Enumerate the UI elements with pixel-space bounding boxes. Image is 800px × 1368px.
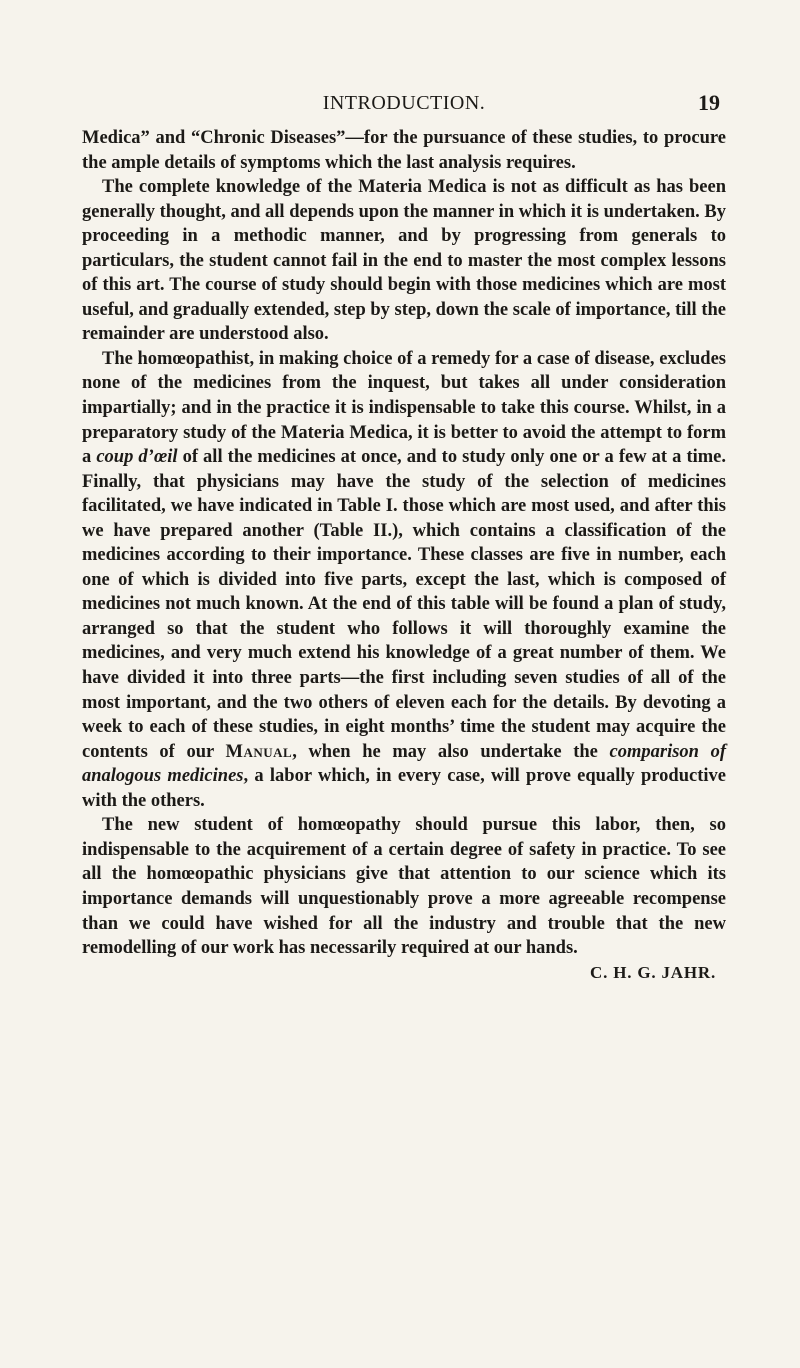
paragraph-1-text: Medica” and “Chronic Diseases”—for the pursuance of these studies, to procure the ample details of symptoms which the last analysis requires. (82, 128, 726, 173)
page-number: 19 (698, 90, 720, 115)
paragraph-3-italic-comparison: comparison of analogous medicines (82, 741, 726, 787)
paragraph-3-text-a: The homœopathist, in making choice of a remedy for a case of disease, excludes none of the medicines from the inquest, but takes all under consideration impartially; and in the practice it is indispensable to take this course. Whilst, in a preparatory study of the Materia Medica, it is better to avoid the attempt to form a (82, 348, 726, 468)
paragraph-3-italic-coup-doeil: coup d’œil (96, 447, 178, 468)
paragraph-4-text: The new student of homœopathy should pursue this labor, then, so indispensable to the acquirement of a certain degree of safety in practice. To see all the homœopathic physicians give that attention to our science which its importance demands will unquestionably prove a more agreeable recompense than we could have wished for all the industry and trouble that the new remodelling of our work has necessarily required at our hands. (82, 815, 726, 959)
paragraph-3-text-d: , a labor which, in every case, will prove equally productive with the others. (82, 766, 726, 811)
paragraph-3-text-c: , when he may also undertake the (292, 741, 610, 762)
chapter-title: INTRODUCTION. (322, 92, 486, 114)
body-text (82, 126, 726, 985)
running-head (82, 88, 726, 118)
paragraph-3-text-b: of all the medicines at once, and to study only one or a few at a time. Finally, that physicians may have the study of the selection of medicines facilitated, we have indicated in Table I. those which are most used, and after this we have prepared another (Table II.), which contains a classification of the medicines according to their importance. These classes are five in number, each one of which is divided into five parts, except the last, which is composed of medicines not much known. At the end of this table will be found a plan of study, arranged so that the student who follows it will thoroughly examine the medicines, and very much extend his knowledge of a great number of them. We have divided it into three parts—the first including seven studies of all of the most important, and the two others of eleven each for the details. By devoting a week to each of these studies, in eight months’ time the student may acquire the contents of our (82, 447, 727, 762)
paragraph-3-manual: Manual (225, 741, 293, 762)
paragraph-2-text: The complete knowledge of the Materia Medica is not as difficult as has been generally thought, and all depends upon the manner in which it is undertaken. By proceeding in a methodic manner, and by progressing from generals to particulars, the student cannot fail in the end to master the most complex lessons of this art. The course of study should begin with those medicines which are most useful, and gradually extended, step by step, down the scale of importance, till the remainder are understood also. (82, 177, 726, 345)
paragraph-2 (82, 175, 726, 347)
paragraph-4 (82, 813, 726, 960)
paragraph-1 (82, 126, 726, 175)
book-page (82, 0, 726, 1368)
paragraph-3 (82, 347, 726, 813)
author-signature: C. H. G. JAHR. (590, 962, 716, 982)
